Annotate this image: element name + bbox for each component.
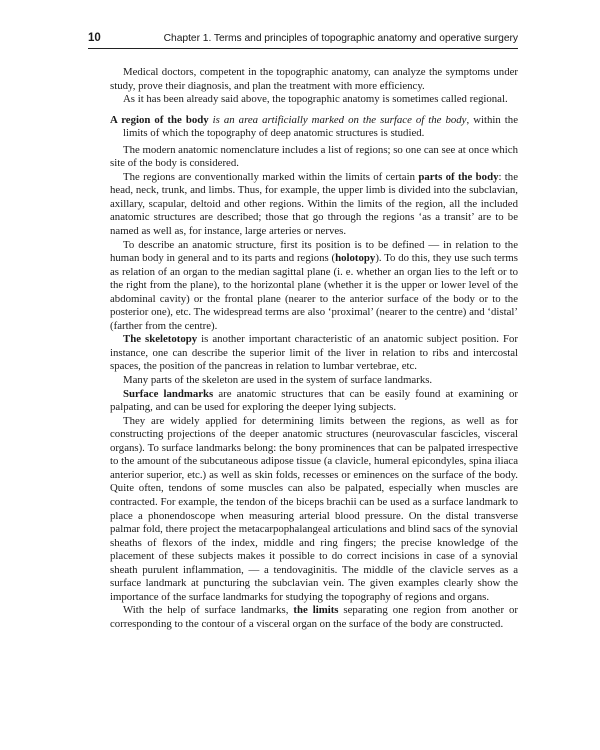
paragraph: Surface landmarks are anatomic structures that can be easily found at examining or palpating, and can be used for exploring the deeper lying subjects. — [110, 387, 518, 414]
page-number: 10 — [88, 32, 101, 44]
paragraph: Many parts of the skeleton are used in the system of surface landmarks. — [123, 374, 433, 387]
term-region-of-body: A region of the body — [110, 113, 209, 126]
paragraph: As it has been already said above, the topographic anatomy is sometimes called regional. — [123, 93, 508, 106]
definition-paragraph: A region of the body is an area artificially marked on the surface of the body, within the limits of which the topography of deep anatomic structures is studied. — [110, 113, 518, 140]
term-parts-of-body: parts of the body — [418, 170, 499, 183]
paragraph: They are widely applied for determining limits between the regions, as well as for constructing projections of the deeper anatomic structures (neurovascular fascicles, visceral organs). To surface landmarks belong: the bony prominences that can be palpated irrespective to the amount of the subcutaneous adipose tissue (a clavicle, humeral epicondyles, spina iliaca anterior superior, etc.) as well as skin folds, recesses or eminences on the surface of the body. Quite often, tendons of some muscles can also be palpated, especially when muscles are contracted. For example, the tendon of the biceps brachii can be used as a surface landmark to place a phonendoscope when measuring arterial blood pressure. On the distal transverse palmar fold, there project the metacarpophalangeal articulations and blind sacs of the synovial sheaths of flexors of the index, middle and ring fingers; the precise knowledge of the placement of these subjects makes it possible to do correct incisions in case of a synovial sheath purulent inflammation, — a tendovaginitis. The middle of the clavicle serves as a surface landmark at puncturing the subclavian vein. The given examples clearly show the importance of the surface landmarks for studying the topography of regions and organs. — [110, 414, 518, 603]
paragraph: The skeletotopy is another important characteristic of an anatomic subject position. For instance, one can describe the superior limit of the liver in relation to ribs and intercostal spaces, the position of the pancreas in relation to lumbar vertebrae, etc. — [110, 333, 518, 373]
definition-text: is an area artificially marked on the surface of the body — [208, 113, 467, 126]
paragraph: With the help of surface landmarks, the limits separating one region from another or corresponding to the contour of a visceral organ on the surface of the body are constructed. — [110, 604, 518, 630]
running-head: Chapter 1. Terms and principles of topographic anatomy and operative surgery — [163, 33, 518, 44]
paragraph: Medical doctors, competent in the topographic anatomy, can analyze the symptoms under study, prove their diagnosis, and plan the treatment with more efficiency. — [110, 66, 518, 92]
paragraph: The regions are conventionally marked within the limits of certain parts of the body: the head, neck, trunk, and limbs. Thus, for example, the upper limb is divided into the subclavian, axillary, scapular, deltoid and other regions. Within the limits of the region, all the included anatomic structures are described; those that go through the regions ‘as a transit’ are to be named as well as, for instance, large arteries or nerves. — [110, 170, 519, 238]
term-skeletotopy: The skeletotopy — [123, 333, 198, 346]
paragraph: To describe an anatomic structure, first its position is to be defined — in relation to the human body in general and to its parts and regions (holotopy). To do this, they use such terms as relation of an organ to the median sagittal plane (i. e. whether an organ lies to the left or to the right from the plane), to the horizontal plane (whether it is the upper or lower level of the abdominal cavity) or the frontal plane (nearer to the anterior surface of the body or to the posterior one), etc. The widespread terms are also ‘proximal’ (nearer to the centre) and ‘distal’ (farther from the centre). — [110, 238, 518, 332]
term-the-limits: the limits — [293, 604, 339, 617]
term-surface-landmarks: Surface landmarks — [123, 387, 214, 400]
term-holotopy: holotopy — [335, 252, 376, 265]
body-text — [110, 66, 518, 631]
page-header — [88, 32, 518, 49]
paragraph: The modern anatomic nomenclature includes a list of regions; so one can see at once which site of the body is considered. — [110, 143, 518, 170]
